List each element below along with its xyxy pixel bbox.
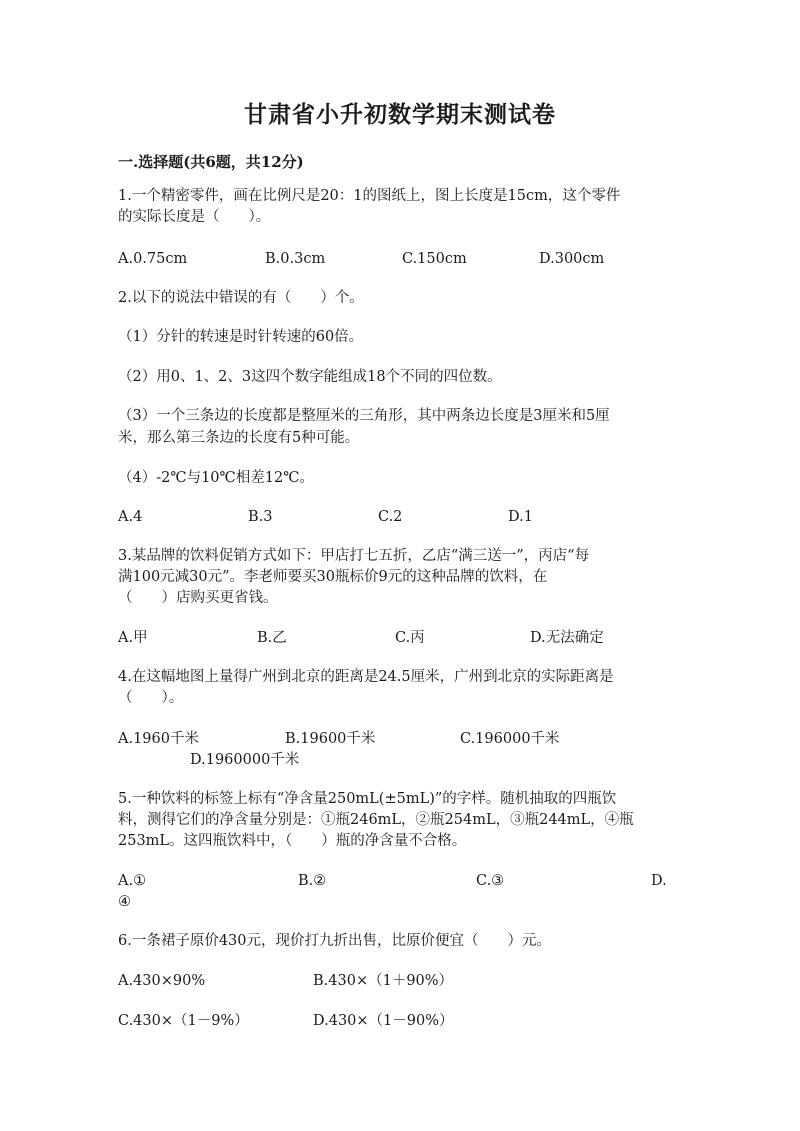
q4-stem-line1: 4.在这幅地图上量得广州到北京的距离是24.5厘米，广州到北京的实际距离是 [118, 669, 614, 685]
q5-option-d-wrap: ④ [118, 894, 131, 910]
q2-statement-3-line1: （3）一个三条边的长度都是整厘米的三角形，其中两条边长度是3厘米和5厘 [118, 408, 610, 424]
q3-option-d: D.无法确定 [530, 630, 604, 646]
q4-option-b: B.19600千米 [285, 731, 376, 747]
q2-option-c: C.2 [378, 509, 403, 525]
q1-stem-line2: 的实际长度是（ ）。 [118, 209, 271, 225]
q2-statement-3-line2: 米，那么第三条边的长度有5种可能。 [118, 430, 360, 446]
q3-option-b: B.乙 [257, 630, 287, 646]
q2-option-a: A.4 [118, 509, 143, 525]
q1-option-c: C.150cm [402, 251, 467, 267]
q4-option-d: D.1960000千米 [190, 752, 300, 768]
q3-stem-line3: （ ）店购买更省钱。 [118, 590, 278, 606]
q6-option-b: B.430×（1＋90%） [313, 973, 454, 989]
q4-option-a: A.1960千米 [118, 731, 199, 747]
q1-option-b: B.0.3cm [265, 251, 326, 267]
q6-option-a: A.430×90% [118, 973, 206, 989]
page-title: 甘肃省小升初数学期末测试卷 [244, 101, 556, 128]
q2-statement-1: （1）分针的转速是时针转速的60倍。 [118, 329, 364, 345]
q5-option-d: D. [651, 873, 667, 889]
q1-option-d: D.300cm [539, 251, 605, 267]
q6-option-c: C.430×（1－9%） [118, 1013, 249, 1029]
q6-option-d: D.430×（1－90%） [313, 1013, 454, 1029]
q2-option-d: D.1 [508, 509, 533, 525]
q3-option-c: C.丙 [395, 630, 425, 646]
q4-option-c: C.196000千米 [460, 731, 560, 747]
q5-stem-line2: 料，测得它们的净含量分别是：①瓶246mL，②瓶254mL，③瓶244mL，④瓶 [118, 812, 634, 828]
q5-option-b: B.② [298, 873, 327, 889]
section-heading: 一.选择题(共6题，共12分) [118, 153, 304, 171]
q2-stem: 2.以下的说法中错误的有（ ）个。 [118, 290, 364, 306]
q5-option-c: C.③ [476, 873, 505, 889]
q5-stem-line1: 5.一种饮料的标签上标有“净含量250mL(±5mL)”的字样。随机抽取的四瓶饮 [118, 791, 617, 807]
q5-option-a: A.① [118, 873, 147, 889]
q3-stem-line1: 3.某品牌的饮料促销方式如下：甲店打七五折，乙店“满三送一”，丙店“每 [118, 548, 590, 564]
q2-option-b: B.3 [248, 509, 273, 525]
q3-option-a: A.甲 [118, 630, 148, 646]
q6-stem: 6.一条裙子原价430元，现价打九折出售，比原价便宜（ ）元。 [118, 933, 552, 949]
q1-option-a: A.0.75cm [118, 251, 188, 267]
q2-statement-4: （4）-2℃与10℃相差12℃。 [118, 470, 314, 486]
q3-stem-line2: 满100元减30元”。李老师要买30瓶标价9元的这种品牌的饮料，在 [118, 569, 548, 585]
q5-stem-line3: 253mL。这四瓶饮料中，（ ）瓶的净含量不合格。 [118, 833, 467, 849]
q2-statement-2: （2）用0、1、2、3这四个数字能组成18个不同的四位数。 [118, 369, 502, 385]
q4-stem-line2: （ ）。 [118, 690, 184, 706]
q1-stem-line1: 1.一个精密零件，画在比例尺是20：1的图纸上，图上长度是15cm，这个零件 [118, 188, 621, 204]
